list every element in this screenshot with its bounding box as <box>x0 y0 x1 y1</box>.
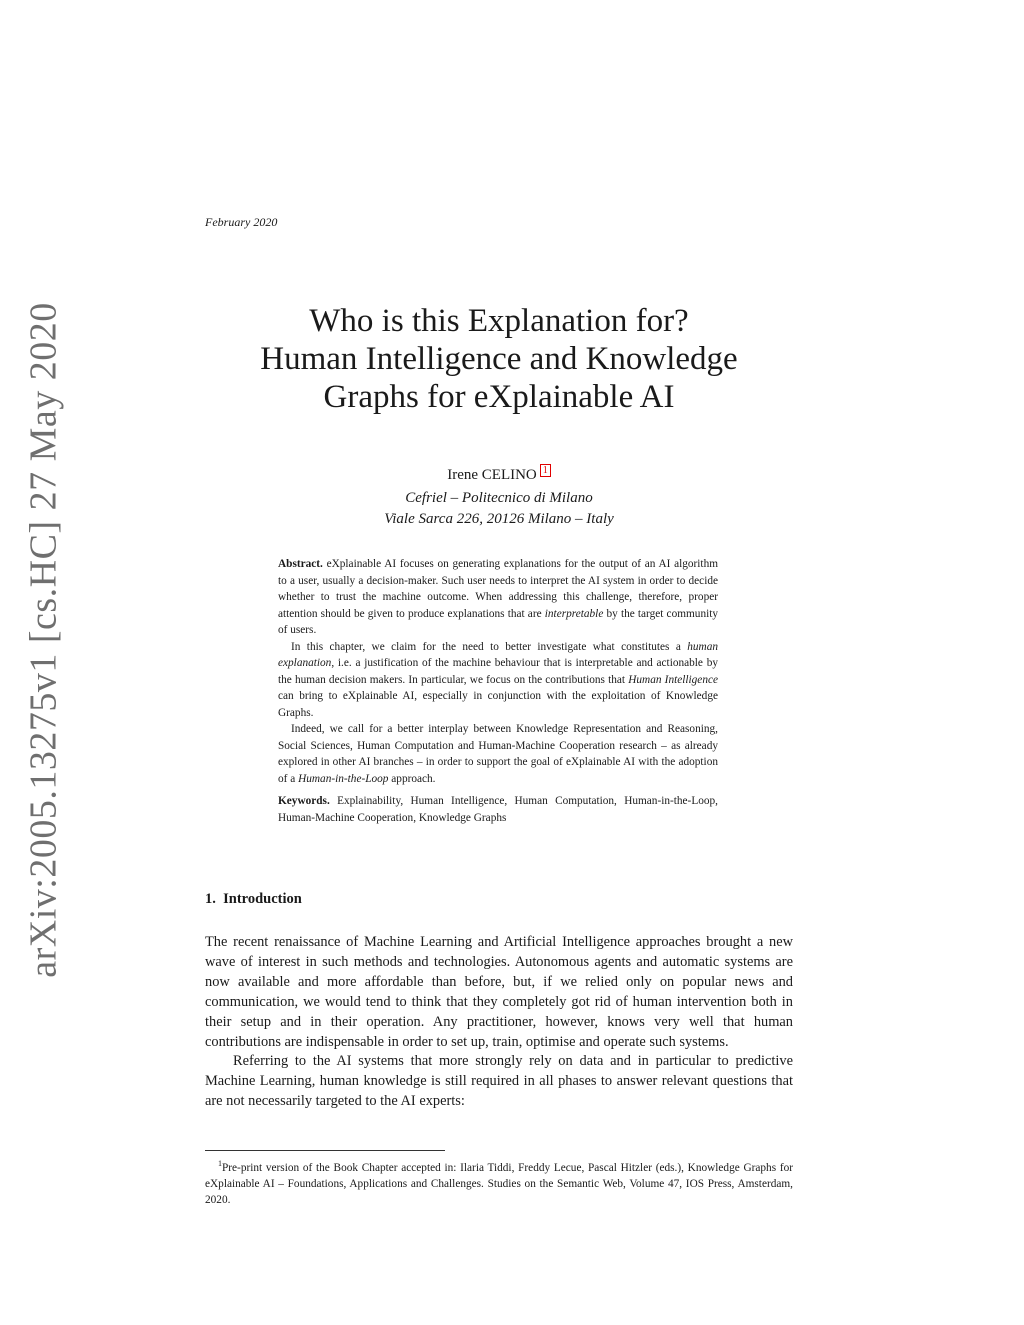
body-paragraph: Referring to the AI systems that more strongly rely on data and in particular to predictive Machine Learning, human knowledge is still required in all phases to answer relevant questions that are not necessarily targeted to the AI experts: <box>205 1053 793 1110</box>
title-line: Who is this Explanation for? <box>309 303 689 339</box>
abstract-emphasis: human explanation <box>278 640 719 669</box>
footnote <box>205 1156 793 1208</box>
arxiv-stamp-text: arXiv:2005.13275v1 [cs.HC] 27 May 2020 <box>23 302 66 978</box>
body-paragraph: The recent renaissance of Machine Learning and Artificial Intelligence approaches brought a new wave of interest in such methods and technologies. Autonomous agents and automatic systems are now available and more affordable than before, but, if we relied only on popular news and communication, we would tend to think that they completely got rid of human intervention both in their setup and in their operation. Any practitioner, however, knows very well that human contributions are indispensable in order to set up, train, optimise and operate such systems. <box>205 934 793 1050</box>
footnote-mark: 1 <box>218 1159 222 1168</box>
abstract-text: , i.e. a justification of the machine behaviour that is interpretable and actionable by the human decision makers. In particular, we focus on the contributions that <box>278 657 718 686</box>
keywords <box>278 793 718 826</box>
paper-title <box>205 302 793 416</box>
affiliation-institution: Cefriel – Politecnico di Milano <box>405 490 593 506</box>
header-date: February 2020 <box>205 215 278 229</box>
author-footnote-link[interactable]: 1 <box>540 464 551 477</box>
abstract-emphasis: Human-in-the-Loop <box>298 772 389 785</box>
author-name: Irene CELINO <box>447 467 537 483</box>
abstract-emphasis: interpretable <box>544 607 604 620</box>
abstract-text: by the target community of users. <box>278 607 719 636</box>
abstract-text: eXplainable AI focuses on generating explanations for the output of an AI algorithm to a user, usually a decision-maker. Such user needs to interpret the AI system in order to decide whether to trust the machine outcome. When addressing this challenge, therefore, proper attention should be given to produce explanations that are <box>278 558 719 620</box>
abstract-text: In this chapter, we claim for the need to better investigate what constitutes a <box>291 640 681 653</box>
arxiv-stamp <box>18 302 70 978</box>
abstract <box>278 556 718 787</box>
footnote-text: Pre-print version of the Book Chapter accepted in: Ilaria Tiddi, Freddy Lecue, Pascal Hitzler (eds.), Knowledge Graphs for eXplainable AI – Foundations, Applications and Challenges. Studies on the Semantic Web, Volume 47, IOS Press, Amsterdam, 2020. <box>205 1161 793 1206</box>
abstract-emphasis: Human Intelligence <box>628 673 718 686</box>
keywords-text: Explainability, Human Intelligence, Human Computation, Human-in-the-Loop, Human-Machine Cooperation, Knowledge Graphs <box>278 795 718 824</box>
title-line: Graphs for eXplainable AI <box>323 379 675 415</box>
abstract-text: can bring to eXplainable AI, especially in conjunction with the exploitation of Knowledge Graphs. <box>278 690 718 719</box>
abstract-paragraph <box>278 639 718 722</box>
abstract-paragraph <box>278 721 718 787</box>
section-heading <box>205 891 302 908</box>
abstract-text: Indeed, we call for a better interplay between Knowledge Representation and Reasoning, Social Sciences, Human Computation and Human-Machine Cooperation research – as already explored in other AI branches – in order to support the goal of eXplainable AI with the adoption of a <box>278 723 718 785</box>
keywords-label: Keywords. <box>278 795 330 807</box>
author-line <box>205 464 793 486</box>
abstract-label: Abstract. <box>278 558 323 570</box>
body-text <box>205 933 793 1112</box>
section-number: 1. <box>205 891 216 907</box>
abstract-paragraph <box>278 556 718 639</box>
affiliation <box>205 488 793 530</box>
abstract-text: approach. <box>391 772 436 785</box>
footnote-rule <box>205 1150 445 1151</box>
section-title: Introduction <box>223 891 302 907</box>
title-line: Human Intelligence and Knowledge <box>260 341 738 377</box>
affiliation-address: Viale Sarca 226, 20126 Milano – Italy <box>384 511 614 527</box>
